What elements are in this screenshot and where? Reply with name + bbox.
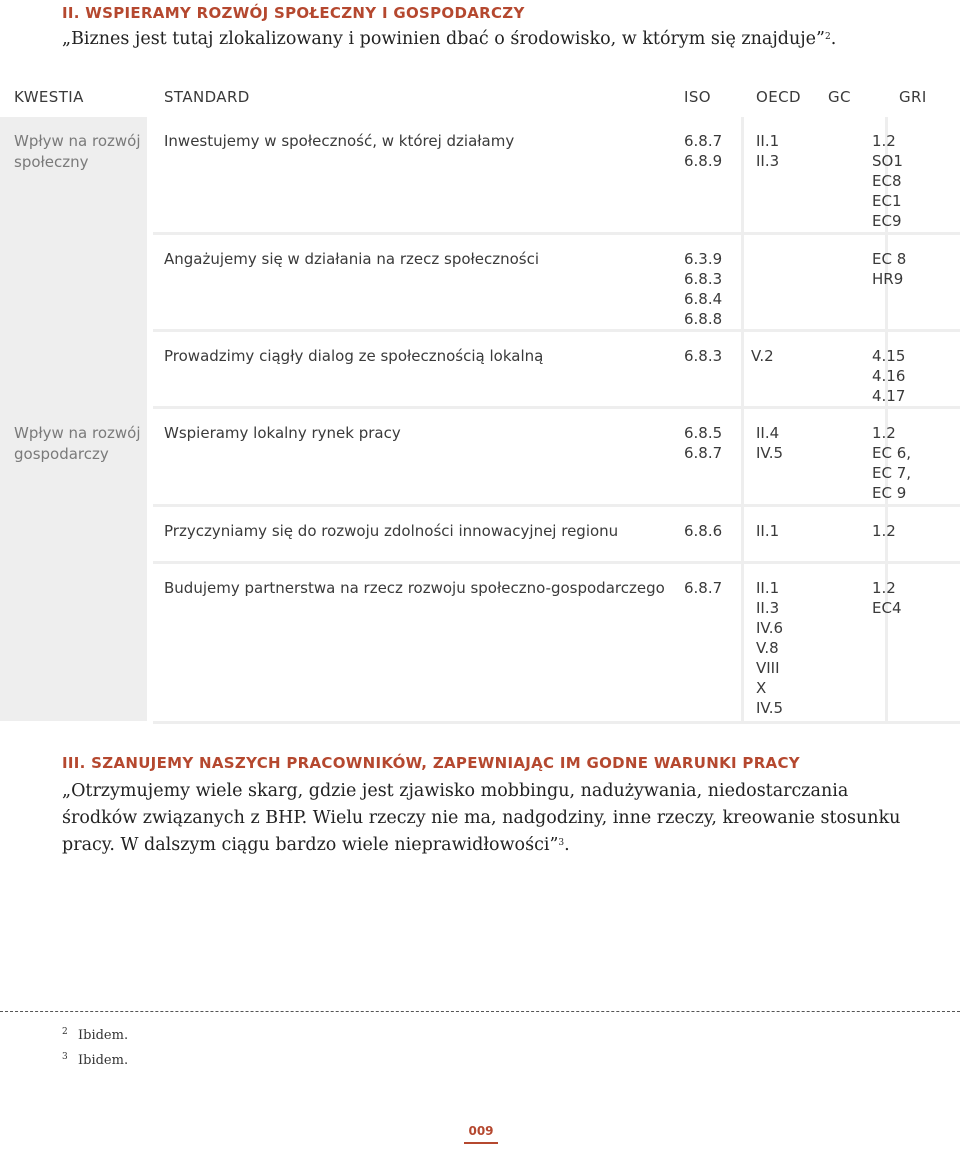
iso-cell: 6.3.9 6.8.3 6.8.4 6.8.8 [684,250,723,328]
standard-cell: Przyczyniamy się do rozwoju zdolności innowacyjnej regionu [164,522,619,540]
gri-cell: 4.15 4.16 4.17 [872,347,906,405]
footnote [62,1028,128,1043]
page-number-underline [464,1142,498,1144]
header-iso: ISO [684,88,711,106]
header-gc: GC [828,88,851,106]
iso-cell: 6.8.3 [684,347,723,365]
table-row [153,564,960,724]
table-row [153,507,960,564]
footnote-number: 3 [62,1052,68,1062]
table-row [153,409,960,507]
standard-cell: Wspieramy lokalny rynek pracy [164,424,401,442]
standard-cell: Angażujemy się w działania na rzecz społeczności [164,250,540,268]
iso-cell: 6.8.7 [684,579,723,597]
footnote-number: 2 [62,1027,68,1037]
gri-cell: EC 8 HR9 [872,250,907,288]
table-row [153,332,960,409]
footnote-text: Ibidem. [78,1028,129,1043]
gri-cell: 1.2 EC 6, EC 7, EC 9 [872,424,912,502]
iso-cell: 6.8.7 6.8.9 [684,132,723,170]
standard-cell: Inwestujemy w społeczność, w której działamy [164,132,515,150]
page-number: 009 [468,1124,494,1138]
category-cell: Wpływ na rozwój gospodarczy [0,409,150,721]
header-gri: GRI [899,88,927,106]
gri-cell: 1.2 SO1 EC8 EC1 EC9 [872,132,903,230]
table-row [153,117,960,235]
header-oecd: OECD [756,88,801,106]
footnote-separator [0,1011,960,1012]
footnote-ref: 2 [824,32,831,42]
oecd-cell: II.1 [756,522,780,540]
footnote [62,1053,128,1068]
quote: „Otrzymujemy wiele skarg, gdzie jest zjawisko mobbingu, nadużywania, niedostarczania środków związanych z BHP. Wielu rzeczy nie ma, nadgodziny, inne rzeczy, kreowanie stosunku pracy. W dalszym ciągu bardzo wiele nieprawidłowości”$^3$. [62,781,901,855]
footnote-ref: 3 [558,838,565,848]
gri-cell: 1.2 [872,522,896,540]
table-row [153,235,960,332]
oecd-cell: II.4 IV.5 [756,424,784,462]
header-standard: STANDARD [164,88,250,106]
oecd-cell: II.1 II.3 IV.6 V.8 VIII X IV.5 [756,579,784,717]
iso-cell: 6.8.5 6.8.7 [684,424,723,462]
oecd-cell: V.2 [751,347,774,365]
standard-cell: Budujemy partnerstwa na rzecz rozwoju społeczno-gospodarczego [164,579,665,597]
gri-cell: 1.2 EC4 [872,579,902,617]
section-heading: III. SZANUJEMY NASZYCH PRACOWNIKÓW, ZAPEWNIAJĄC IM GODNE WARUNKI PRACY [62,754,800,772]
footnote-text: Ibidem. [78,1053,129,1068]
header-kwestia: KWESTIA [14,88,84,106]
iso-cell: 6.8.6 [684,522,723,540]
standard-cell: Prowadzimy ciągły dialog ze społecznością lokalną [164,347,544,365]
oecd-cell: II.1 II.3 [756,132,780,170]
quote: „Biznes jest tutaj zlokalizowany i powinien dbać o środowisko, w którym się znajduje”$^2$. [62,29,837,49]
category-cell: Wpływ na rozwój społeczny [0,117,150,409]
table-header [0,88,960,110]
section-heading: II. WSPIERAMY ROZWÓJ SPOŁECZNY I GOSPODARCZY [62,4,525,22]
